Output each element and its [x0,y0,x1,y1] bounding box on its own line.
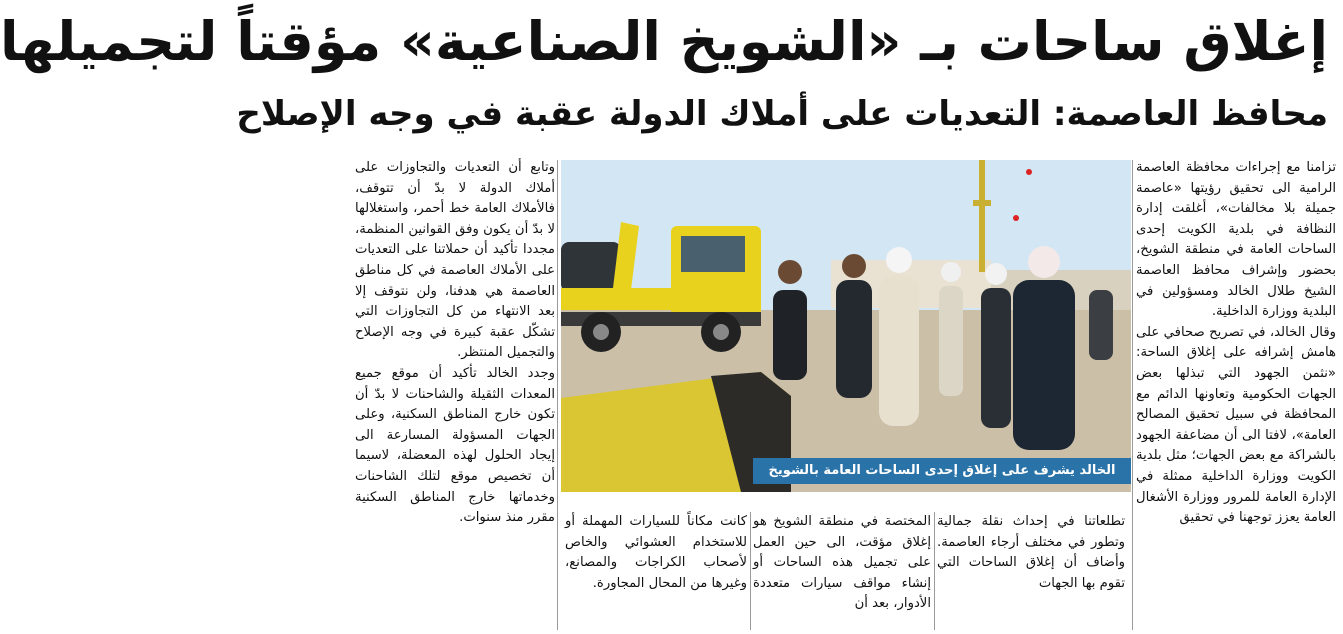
column-divider-right [1132,160,1133,630]
paragraph: وجدد الخالد تأكيد أن موقع جميع المعدات الثقيلة والشاحنات لا بدّ أن تكون خارج المناطق السكنية، وعلى الجهات المسؤولة المسارعة الى إيجاد الحلول لهذه المعضلة، لاسيما أن تخصيص موقع لتلك الشاحنات وخدماتها خارج المناطق السكنية مقرر منذ سنوات. [355,365,555,526]
article-column-right [1136,158,1336,628]
headline: إغلاق ساحات بـ «الشويخ الصناعية» مؤقتاً لتجميلها [0,10,1328,73]
paragraph: وقال الخالد، في تصريح صحافي على هامش إشرافه على إغلاق الساحة: «نثمن الجهود التي تبذلها بعض الجهات الحكومية وتعاونها الدائم مع المحافظة في سبيل تحقيق المصالح العامة»، لافتا الى أن مضاعفة الجهود بالشراكة مع بعض الجهات؛ مثل بلدية الكويت ووزارة الداخلية ممثلة في الإدارة العامة للمرور ووزارة الأشغال العامة يعزز توجهنا في تحقيق [1136,324,1336,526]
article-column-left [355,158,555,588]
paragraph: وتابع أن التعديات والتجاوزات على أملاك الدولة لا بدّ أن تتوقف، فالأملاك العامة خط أحمر، واستغلالها لا بدّ أن يكون وفق القوانين المنظمة، مجددا تأكيد أن حملاتنا على التعديات على الأملاك العاصمة في كل مناطق العاصمة هي هدفنا، ولن نتوقف إلا بعد الانتهاء من كل التجاوزات التي تشكّل عقبة كبيرة في وجه الإصلاح والتجميل المنتظر. [355,160,555,361]
article-column-bottom-3 [565,512,747,630]
column-divider-left [557,160,558,630]
article-column-bottom-2 [753,512,931,630]
subheadline: محافظ العاصمة: التعديات على أملاك الدولة عقبة في وجه الإصلاح [236,94,1328,134]
paragraph: كانت مكاناً للسيارات المهملة أو للاستخدام العشوائي والخاص لأصحاب الكراجات والمصانع، وغيرها من المحال المجاورة. [565,514,747,591]
paragraph: تطلعاتنا في إحداث نقلة جمالية وتطور في مختلف أرجاء العاصمة. وأضاف أن إغلاق الساحات التي تقوم بها الجهات [937,514,1125,591]
news-photo [561,160,1131,492]
paragraph: تزامنا مع إجراءات محافظة العاصمة الرامية الى تحقيق رؤيتها «عاصمة جميلة بلا مخالفات»، أغلقت إدارة النظافة في بلدية الكويت إحدى الساحات العامة في منطقة الشويخ، بحضور وإشراف محافظ العاصمة الشيخ طلال الخالد ومسؤولين في البلدية ووزارة الداخلية. [1136,160,1336,320]
column-divider-bottom-2 [750,512,751,630]
photo-illustration [561,160,1131,492]
column-divider-bottom-1 [934,512,935,630]
photo-caption: الخالد يشرف على إغلاق إحدى الساحات العامة بالشويخ [753,458,1131,484]
paragraph: المختصة في منطقة الشويخ هو إغلاق مؤقت، الى حين العمل على تجميل هذه الساحات أو إنشاء مواقف سيارات متعددة الأدوار، بعد أن [753,514,931,612]
article-column-bottom-1 [937,512,1125,630]
